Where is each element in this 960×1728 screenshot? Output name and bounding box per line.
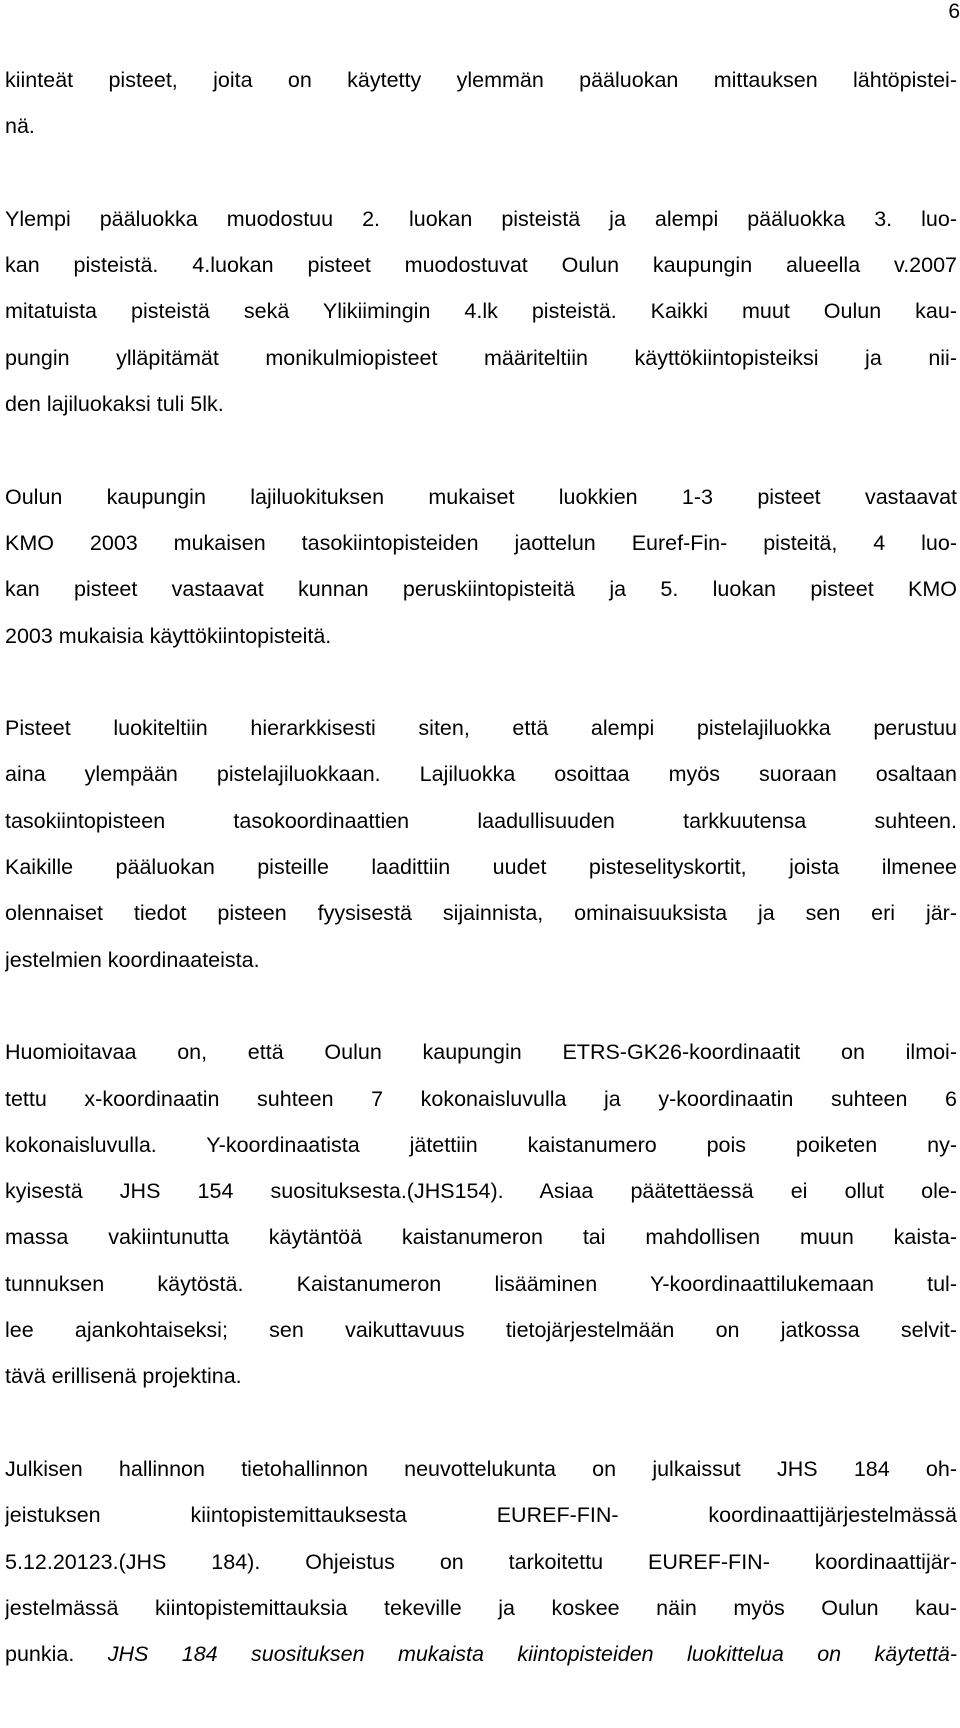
text-line: den lajiluokaksi tuli 5lk. [5, 392, 224, 417]
paragraph-5 [5, 1029, 957, 1399]
text-line: mitatuista pisteistä sekä Ylikiimingin 4.lk pisteistä. Kaikki muut Oulun kau- [5, 299, 957, 324]
text-run-italic: JHS 184 suosituksen mukaista kiintopisteiden luokittelua on käytettä- [107, 1642, 957, 1667]
text-line: kiinteät pisteet, joita on käytetty ylemmän pääluokan mittauksen lähtöpistei- [5, 68, 957, 92]
paragraph-1 [5, 57, 957, 150]
paragraph-6 [5, 1446, 957, 1677]
text-line: jeistuksen kiintopistemittauksesta EUREF-FIN- koordinaattijärjestelmässä [5, 1503, 957, 1528]
text-line: tasokiintopisteen tasokoordinaattien laadullisuuden tarkkuutensa suhteen. [5, 808, 957, 833]
text-line: tävä erillisenä projektina. [5, 1364, 242, 1389]
text-line: Pisteet luokiteltiin hierarkkisesti siten, että alempi pistelajiluokka perustuu [5, 716, 957, 741]
text-line: Ylempi pääluokka muodostuu 2. luokan pisteistä ja alempi pääluokka 3. luo- [5, 206, 957, 231]
text-line: KMO 2003 mukaisen tasokiintopisteiden jaottelun Euref-Fin- pisteitä, 4 luo- [5, 530, 957, 555]
text-line-mixed [5, 1631, 957, 1677]
text-line: kokonaisluvulla. Y-koordinaatista jätettiin kaistanumero pois poiketen ny- [5, 1132, 957, 1157]
text-line: pungin ylläpitämät monikulmiopisteet määriteltiin käyttökiintopisteiksi ja nii- [5, 345, 957, 370]
text-line: Huomioitavaa on, että Oulun kaupungin ETRS-GK26-koordinaatit on ilmoi- [5, 1040, 957, 1065]
text-line: Oulun kaupungin lajiluokituksen mukaiset luokkien 1-3 pisteet vastaavat [5, 484, 957, 509]
paragraph-4 [5, 705, 957, 983]
text-line: jestelmässä kiintopistemittauksia tekeville ja koskee näin myös Oulun kau- [5, 1595, 957, 1620]
text-line: 5.12.20123.(JHS 184). Ohjeistus on tarkoitettu EUREF-FIN- koordinaattijär- [5, 1549, 957, 1574]
text-run-plain: punkia. [5, 1642, 108, 1667]
paragraph-2 [5, 196, 957, 427]
document-body [5, 57, 957, 1677]
text-line: tunnuksen käytöstä. Kaistanumeron lisääminen Y-koordinaattilukemaan tul- [5, 1271, 957, 1296]
text-line: lee ajankohtaiseksi; sen vaikuttavuus tietojärjestelmään on jatkossa selvit- [5, 1318, 957, 1343]
text-line: 2003 mukaisia käyttökiintopisteitä. [5, 623, 332, 648]
text-line: jestelmien koordinaateista. [5, 947, 260, 972]
page-number: 6 [948, 0, 960, 23]
text-line: kyisestä JHS 154 suosituksesta.(JHS154). Asiaa päätettäessä ei ollut ole- [5, 1179, 957, 1204]
text-line: massa vakiintunutta käytäntöä kaistanumeron tai mahdollisen muun kaista- [5, 1225, 957, 1250]
text-line: kan pisteet vastaavat kunnan peruskiintopisteitä ja 5. luokan pisteet KMO [5, 577, 957, 602]
text-line: olennaiset tiedot pisteen fyysisestä sijainnista, ominaisuuksista ja sen eri jär- [5, 901, 957, 926]
text-line: kan pisteistä. 4.luokan pisteet muodostuvat Oulun kaupungin alueella v.2007 [5, 253, 957, 278]
text-line: Julkisen hallinnon tietohallinnon neuvottelukunta on julkaissut JHS 184 oh- [5, 1456, 957, 1481]
text-line: nä. [5, 114, 35, 139]
text-line: tettu x-koordinaatin suhteen 7 kokonaisluvulla ja y-koordinaatin suhteen 6 [5, 1086, 957, 1111]
text-line: aina ylempään pistelajiluokkaan. Lajiluokka osoittaa myös suoraan osaltaan [5, 762, 957, 787]
text-line: Kaikille pääluokan pisteille laadittiin uudet pisteselityskortit, joista ilmenee [5, 855, 957, 880]
paragraph-3 [5, 474, 957, 659]
